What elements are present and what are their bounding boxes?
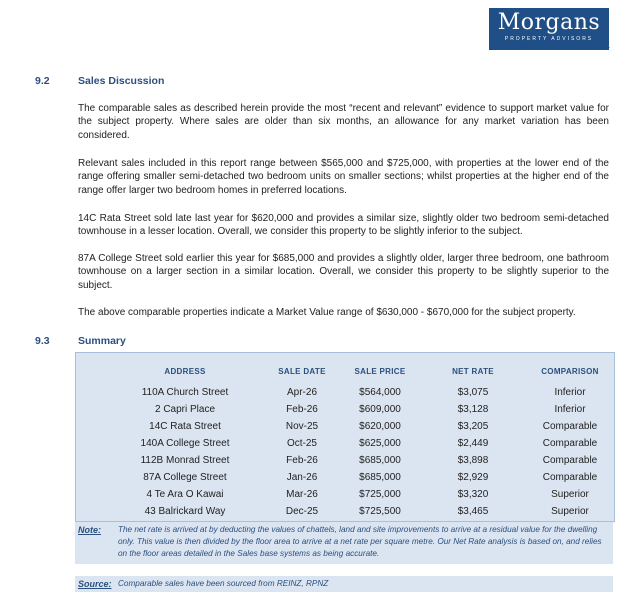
paragraph-range: Relevant sales included in this report range between $565,000 and $725,000, with properties at the lower end of the range offering smaller semi-detached two bedroom units on smaller sections; whilst properties at the higher end of the range offer larger two bedroom homes in preferred locations. xyxy=(78,158,609,196)
column-header-address: ADDRESS xyxy=(164,367,206,376)
source-label: Source: xyxy=(78,579,112,589)
paragraph-college-street: 87A College Street sold earlier this year for $685,000 and provides a slightly older, larger three bedroom, one bathroom townhouse on a larger section in a similar location. Overall, we consider this property to be slightly superior to the subject. xyxy=(78,253,609,291)
cell-sale-date: Nov-25 xyxy=(285,421,319,432)
cell-sale-price: $625,000 xyxy=(359,438,401,449)
table-row xyxy=(76,453,612,470)
cell-sale-date: Feb-26 xyxy=(286,455,318,466)
cell-net-rate: $3,205 xyxy=(457,421,489,432)
section-number-summary: 9.3 xyxy=(35,335,50,347)
logo-subtitle: PROPERTY ADVISORS xyxy=(504,36,594,42)
cell-net-rate: $3,898 xyxy=(457,455,489,466)
cell-address: 87A College Street xyxy=(143,472,227,483)
paragraph-market-value: The above comparable properties indicate a Market Value range of $630,000 - $670,000 for the subject property. xyxy=(78,307,576,318)
table-row xyxy=(76,504,612,521)
cell-comparison: Comparable xyxy=(542,438,598,449)
cell-net-rate: $2,929 xyxy=(457,472,489,483)
cell-comparison: Comparable xyxy=(542,421,598,432)
cell-net-rate: $3,128 xyxy=(457,404,489,415)
cell-address: 4 Te Ara O Kawai xyxy=(146,489,224,500)
cell-address: 112B Monrad Street xyxy=(140,455,230,466)
table-row xyxy=(76,470,612,487)
cell-address: 43 Balrickard Way xyxy=(144,506,226,517)
cell-comparison: Superior xyxy=(551,506,589,517)
source-text: Comparable sales have been sourced from REINZ, RPNZ xyxy=(118,579,329,588)
cell-net-rate: $3,320 xyxy=(457,489,489,500)
cell-sale-price: $564,000 xyxy=(359,387,401,398)
cell-net-rate: $3,075 xyxy=(457,387,489,398)
cell-address: 14C Rata Street xyxy=(149,421,221,432)
table-row xyxy=(76,385,612,402)
cell-sale-date: Dec-25 xyxy=(285,506,319,517)
cell-net-rate: $3,465 xyxy=(457,506,489,517)
cell-sale-price: $609,000 xyxy=(359,404,401,415)
cell-address: 110A Church Street xyxy=(141,387,229,398)
cell-sale-price: $620,000 xyxy=(359,421,401,432)
paragraph-intro: The comparable sales as described herein provide the most “recent and relevant” evidence to support market value for the subject property. Where sales are older than six months, an allowance for any market variation has been considered. xyxy=(78,103,609,141)
section-title-summary: Summary xyxy=(78,335,126,347)
column-header-sale-date: SALE DATE xyxy=(278,367,326,376)
cell-address: 140A College Street xyxy=(140,438,230,449)
cell-sale-date: Apr-26 xyxy=(286,387,317,398)
cell-comparison: Superior xyxy=(551,489,589,500)
cell-sale-price: $685,000 xyxy=(359,455,401,466)
logo-tagline: COMMERCIAL | RESIDENTIAL | RURAL xyxy=(509,44,611,49)
cell-sale-price: $725,500 xyxy=(359,506,401,517)
section-number-sales-discussion: 9.2 xyxy=(35,75,50,87)
table-row xyxy=(76,402,612,419)
logo-brand: Morgans xyxy=(497,10,601,35)
cell-sale-date: Mar-26 xyxy=(286,489,318,500)
cell-sale-date: Oct-25 xyxy=(286,438,317,449)
cell-comparison: Comparable xyxy=(542,455,598,466)
note-label: Note: xyxy=(78,525,101,535)
cell-sale-price: $685,000 xyxy=(359,472,401,483)
column-header-sale-price: SALE PRICE xyxy=(354,367,406,376)
cell-net-rate: $2,449 xyxy=(457,438,489,449)
note-text: The net rate is arrived at by deducting the values of chattels, land and site improvements to arrive at a residual value for the dwelling only. This value is then divided by the floor area to arrive at a net rate per square metre. Our Net Rate analysis is based on, and relies on the floor areas detailed in the Sales base systems as being accurate. xyxy=(118,525,602,559)
cell-sale-date: Jan-26 xyxy=(286,472,318,483)
cell-comparison: Inferior xyxy=(554,387,586,398)
cell-sale-price: $725,000 xyxy=(359,489,401,500)
column-header-comparison: COMPARISON xyxy=(541,367,599,376)
column-header-net-rate: NET RATE xyxy=(452,367,494,376)
cell-comparison: Comparable xyxy=(542,472,598,483)
cell-address: 2 Capri Place xyxy=(154,404,216,415)
paragraph-rata-street: 14C Rata Street sold late last year for $620,000 and provides a similar size, slightly older two bedroom semi-detached townhouse in a lesser location. Overall, we consider this property to be slightly inferior to the subject. xyxy=(78,213,609,238)
cell-sale-date: Feb-26 xyxy=(286,404,318,415)
cell-comparison: Inferior xyxy=(554,404,586,415)
table-row xyxy=(76,436,612,453)
section-title-sales-discussion: Sales Discussion xyxy=(78,75,165,87)
table-row xyxy=(76,419,612,436)
table-row xyxy=(76,487,612,504)
